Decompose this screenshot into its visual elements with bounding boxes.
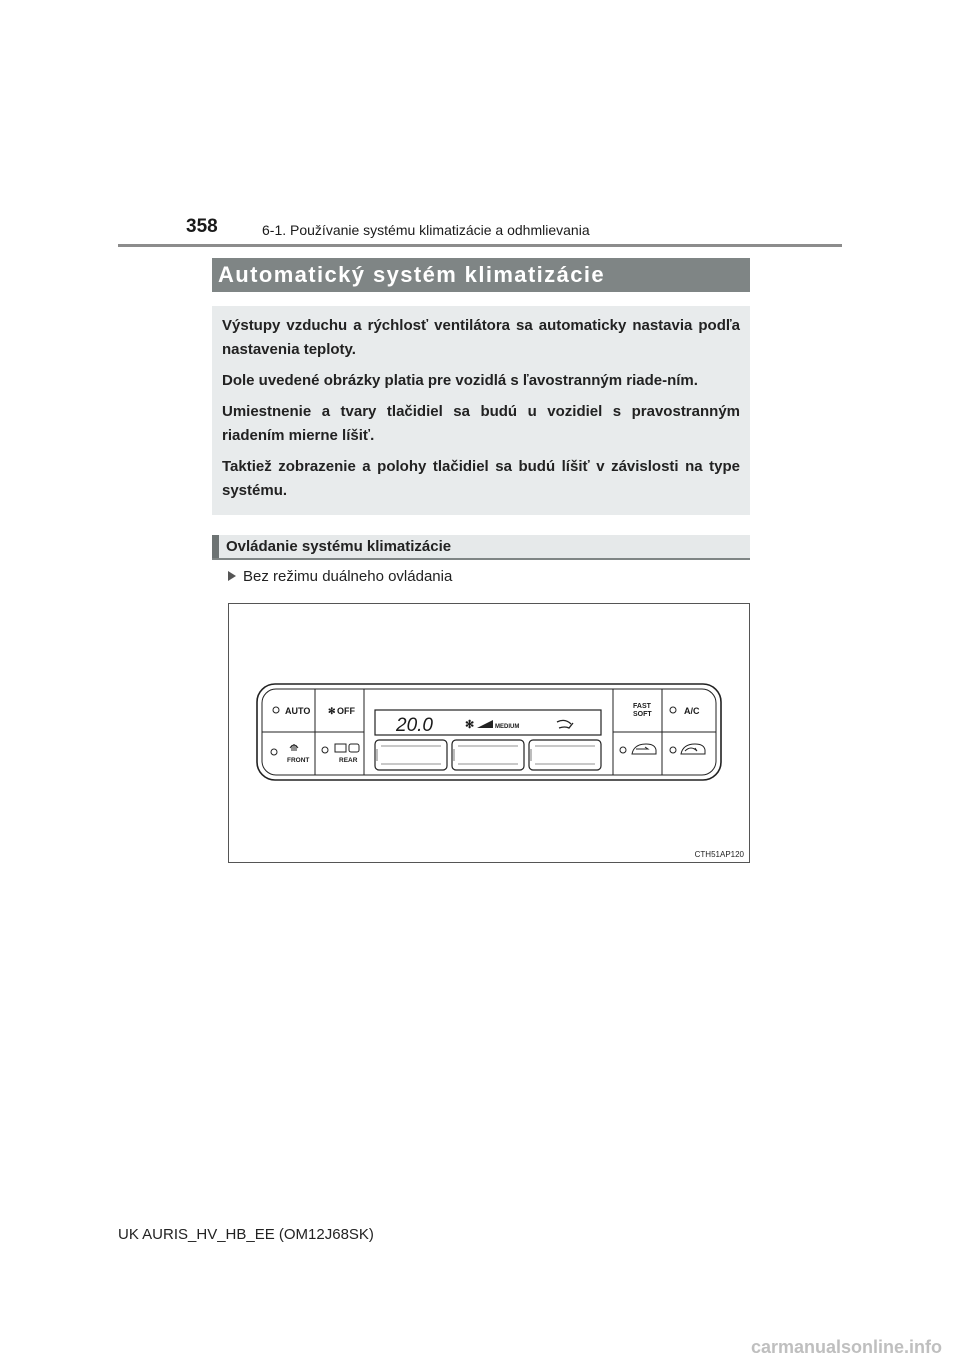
auto-button[interactable] bbox=[273, 706, 310, 716]
figure-code: CTH51AP120 bbox=[694, 850, 744, 859]
mirror-defog-icon bbox=[349, 744, 359, 752]
heading-accent-bar bbox=[212, 535, 219, 558]
rear-defogger-button[interactable] bbox=[322, 744, 359, 764]
fast-label: FAST bbox=[633, 703, 651, 710]
triangle-bullet-icon bbox=[228, 571, 236, 581]
ac-label: A/C bbox=[684, 706, 700, 716]
airflow-mode-icon bbox=[557, 720, 573, 728]
header-divider bbox=[118, 244, 842, 247]
indicator-lamp-icon bbox=[670, 747, 676, 753]
center-rocker-switch[interactable] bbox=[452, 740, 524, 770]
section-title: Automatický systém klimatizácie bbox=[212, 258, 750, 292]
rear-label: REAR bbox=[339, 757, 358, 764]
fresh-air-arrow-icon bbox=[636, 747, 648, 749]
intro-paragraph: Taktiež zobrazenie a polohy tlačidiel sa budú líšiť v závislosti na type systému. bbox=[222, 458, 740, 499]
outside-air-button[interactable] bbox=[620, 744, 656, 754]
intro-box bbox=[212, 306, 750, 515]
fan-off-button[interactable] bbox=[328, 706, 355, 716]
temperature-readout: 20.0 bbox=[396, 715, 433, 736]
fast-soft-button[interactable] bbox=[633, 703, 652, 718]
recirculated-air-button[interactable] bbox=[670, 744, 705, 754]
intro-paragraph: Umiestnenie a tvary tlačidiel sa budú u vozidiel s pravostranným riadením mierne líšiť. bbox=[222, 403, 740, 444]
indicator-lamp-icon bbox=[322, 747, 328, 753]
windshield-defrost-icon bbox=[290, 744, 298, 751]
chapter-title: 6-1. Používanie systému klimatizácie a odhmlievania bbox=[262, 222, 590, 238]
climate-display bbox=[375, 710, 601, 736]
fan-icon: ✻ bbox=[328, 706, 336, 716]
car-outline-icon bbox=[681, 744, 705, 754]
climate-panel-figure bbox=[228, 603, 750, 863]
footer-model-code: UK AURIS_HV_HB_EE (OM12J68SK) bbox=[118, 1226, 374, 1243]
front-label: FRONT bbox=[287, 757, 310, 764]
ac-button[interactable] bbox=[670, 706, 700, 716]
off-label: OFF bbox=[337, 706, 355, 716]
subsection-title: Ovládanie systému klimatizácie bbox=[226, 538, 452, 555]
indicator-lamp-icon bbox=[271, 749, 277, 755]
indicator-lamp-icon bbox=[273, 707, 279, 713]
soft-label: SOFT bbox=[633, 711, 652, 718]
right-rocker-switch[interactable] bbox=[529, 740, 601, 770]
watermark: carmanualsonline.info bbox=[750, 1337, 942, 1357]
indicator-lamp-icon bbox=[670, 707, 676, 713]
front-defroster-button[interactable] bbox=[271, 744, 309, 764]
fan-mode-label: MEDIUM bbox=[495, 724, 520, 730]
indicator-lamp-icon bbox=[620, 747, 626, 753]
rear-window-defog-icon bbox=[335, 744, 346, 752]
intro-paragraph: Dole uvedené obrázky platia pre vozidlá s ľavostranným riade-ním. bbox=[222, 372, 698, 389]
recirculation-arrow-icon bbox=[685, 748, 697, 751]
fan-speed-icon: ✻ bbox=[465, 719, 475, 731]
intro-paragraph: Výstupy vzduchu a rýchlosť ventilátora sa automaticky nastavia podľa nastavenia teploty. bbox=[222, 317, 740, 358]
fan-level-bars-icon bbox=[477, 720, 493, 728]
page-number: 358 bbox=[186, 216, 218, 237]
bullet-text: Bez režimu duálneho ovládania bbox=[243, 568, 453, 585]
auto-label: AUTO bbox=[285, 706, 311, 716]
climate-control-panel bbox=[229, 604, 749, 862]
bullet-item bbox=[228, 568, 452, 585]
subsection-heading bbox=[212, 535, 750, 560]
left-rocker-switch[interactable] bbox=[375, 740, 447, 770]
